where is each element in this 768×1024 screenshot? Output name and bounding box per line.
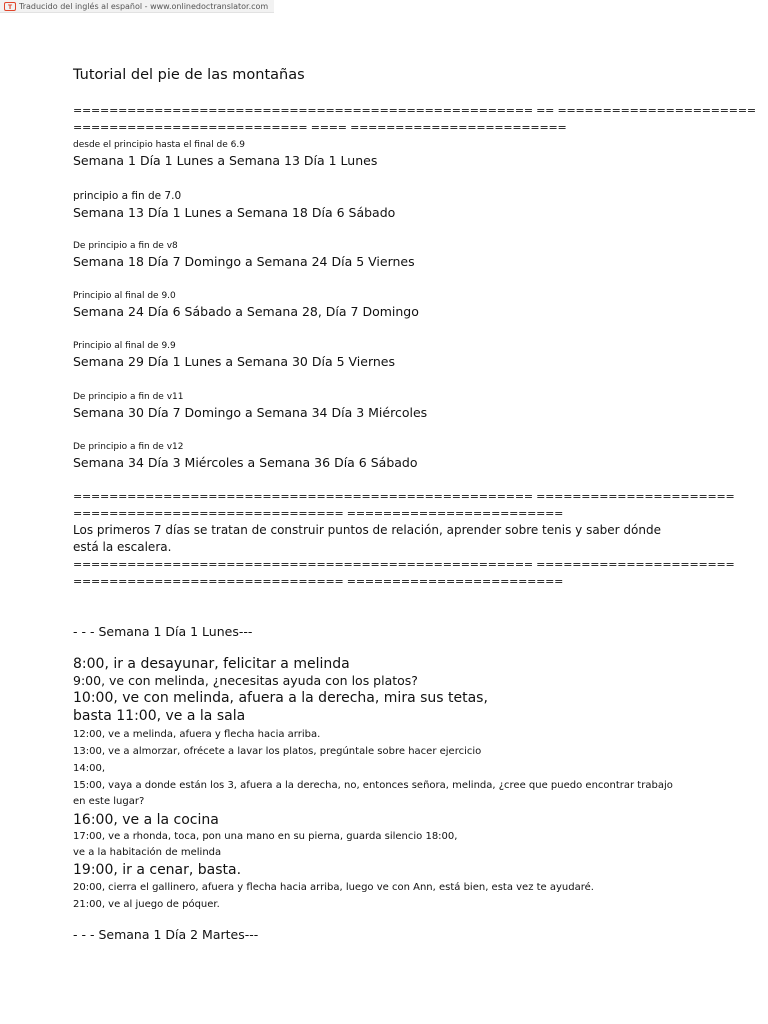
version-range: Semana 34 Día 3 Miércoles a Semana 36 Día 6 Sábado [73, 455, 418, 470]
schedule-entry: 14:00, [73, 763, 105, 774]
version-block [73, 441, 418, 472]
separator-line: ============================== ======================== [73, 507, 564, 520]
day-heading: - - - Semana 1 Día 2 Martes--- [73, 927, 259, 942]
version-label: De principio a fin de v12 [73, 442, 184, 452]
version-block [73, 189, 395, 222]
schedule-entry: 8:00, ir a desayunar, felicitar a melinda [73, 656, 350, 672]
schedule-entry: 10:00, ve con melinda, afuera a la derecha, mira sus tetas, [73, 690, 488, 706]
separator-line: =================================================== ====================== [73, 490, 735, 503]
schedule-entry: basta 11:00, ve a la sala [73, 708, 246, 724]
translator-logo-icon: T [4, 2, 16, 11]
intro-paragraph: Los primeros 7 días se tratan de construir puntos de relación, aprender sobre tenis y saber dónde está la escalera. [73, 523, 661, 554]
separator-lower [73, 556, 735, 590]
version-label: Principio al final de 9.9 [73, 341, 176, 351]
schedule-entry: 20:00, cierra el gallinero, afuera y flecha hacia arriba, luego ve con Ann, está bien, esta vez te ayudaré. [73, 882, 594, 893]
version-block [73, 391, 427, 422]
separator-middle [73, 488, 735, 522]
document-title: Tutorial del pie de las montañas [73, 67, 305, 83]
version-range: Semana 30 Día 7 Domingo a Semana 34 Día 3 Miércoles [73, 405, 428, 420]
schedule-entry: 15:00, vaya a donde están los 3, afuera a la derecha, no, entonces señora, melinda, ¿cree que puedo encontrar trabajo en este lugar? [73, 780, 673, 807]
separator-line: =================================================== == ====================== [73, 104, 756, 117]
separator-top [73, 102, 756, 136]
version-label: De principio a fin de v8 [73, 241, 178, 251]
translator-banner-text[interactable]: Traducido del inglés al español - www.onlinedoctranslator.com [19, 1, 269, 11]
version-range: Semana 18 Día 7 Domingo a Semana 24 Día 5 Viernes [73, 254, 415, 269]
version-block [73, 290, 419, 321]
schedule-entry: 21:00, ve al juego de póquer. [73, 899, 220, 910]
schedule-entry: 13:00, ve a almorzar, ofrécete a lavar los platos, pregúntale sobre hacer ejercicio [73, 746, 482, 757]
version-range: Semana 29 Día 1 Lunes a Semana 30 Día 5 Viernes [73, 354, 395, 369]
version-block [73, 340, 395, 371]
version-block [73, 139, 377, 170]
schedule-entry: 17:00, ve a rhonda, toca, pon una mano en su pierna, guarda silencio 18:00, [73, 831, 458, 842]
separator-line: ========================== ==== ======================== [73, 121, 567, 134]
schedule-entry: 16:00, ve a la cocina [73, 812, 219, 828]
version-label: principio a fin de 7.0 [73, 190, 182, 202]
schedule-entry: 19:00, ir a cenar, basta. [73, 862, 242, 878]
separator-line: =================================================== ====================== [73, 558, 735, 571]
schedule-entry: ve a la habitación de melinda [73, 847, 222, 858]
version-range: Semana 1 Día 1 Lunes a Semana 13 Día 1 Lunes [73, 153, 378, 168]
version-label: desde el principio hasta el final de 6.9 [73, 140, 245, 150]
version-range: Semana 24 Día 6 Sábado a Semana 28, Día 7 Domingo [73, 304, 419, 319]
translator-banner[interactable] [0, 0, 274, 13]
schedule-entry: 12:00, ve a melinda, afuera y flecha hacia arriba. [73, 729, 321, 740]
schedule-entry: 9:00, ve con melinda, ¿necesitas ayuda con los platos? [73, 673, 418, 688]
version-label: Principio al final de 9.0 [73, 291, 176, 301]
separator-line: ============================== ======================== [73, 575, 564, 588]
version-block [73, 240, 415, 271]
day1-schedule [73, 655, 673, 913]
day-heading: - - - Semana 1 Día 1 Lunes--- [73, 624, 253, 639]
version-label: De principio a fin de v11 [73, 392, 184, 402]
version-range: Semana 13 Día 1 Lunes a Semana 18 Día 6 Sábado [73, 205, 396, 220]
